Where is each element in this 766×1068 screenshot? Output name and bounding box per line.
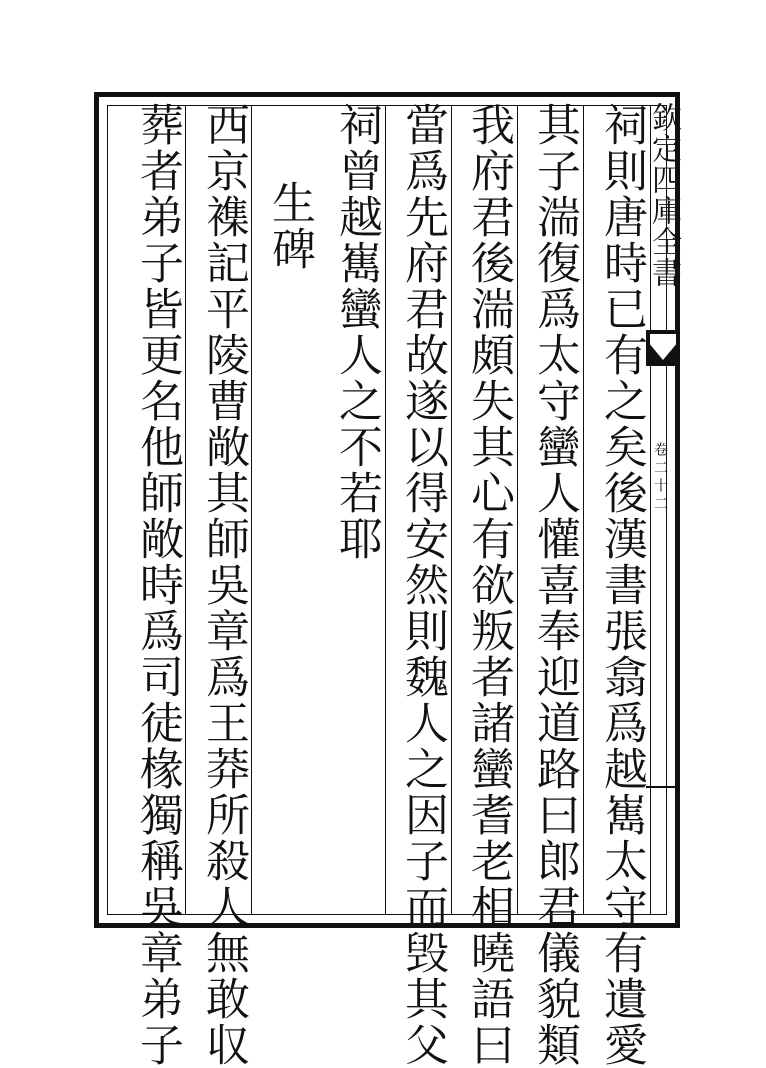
text-column-heading: 生碑: [264, 180, 315, 272]
text-column: 我府君後湍頗失其心有欲叛者諸蠻耆老相曉語曰: [463, 102, 514, 1068]
text-column: 其子湍復爲太守蠻人懽喜奉迎道路曰郎君儀貌類: [529, 102, 580, 1068]
text-column: 西京襍記平陵曹敞其師吳章爲王莽所殺人無敢収: [198, 102, 249, 1068]
volume-label: 卷二十二: [652, 442, 668, 514]
text-column: 祠曾越嶲蠻人之不若耶: [331, 102, 382, 562]
text-column: 祠則唐時已有之矣後漢書張翕爲越嶲太守有遺愛: [596, 102, 647, 1068]
text-column: 葬者弟子皆更名他師敞時爲司徒椽獨稱吳章弟子: [132, 102, 183, 1068]
text-column: 當爲先府君故遂以得安然則魏人之因子而毁其父: [397, 102, 448, 1068]
book-title: 欽定四庫全書: [646, 102, 681, 288]
